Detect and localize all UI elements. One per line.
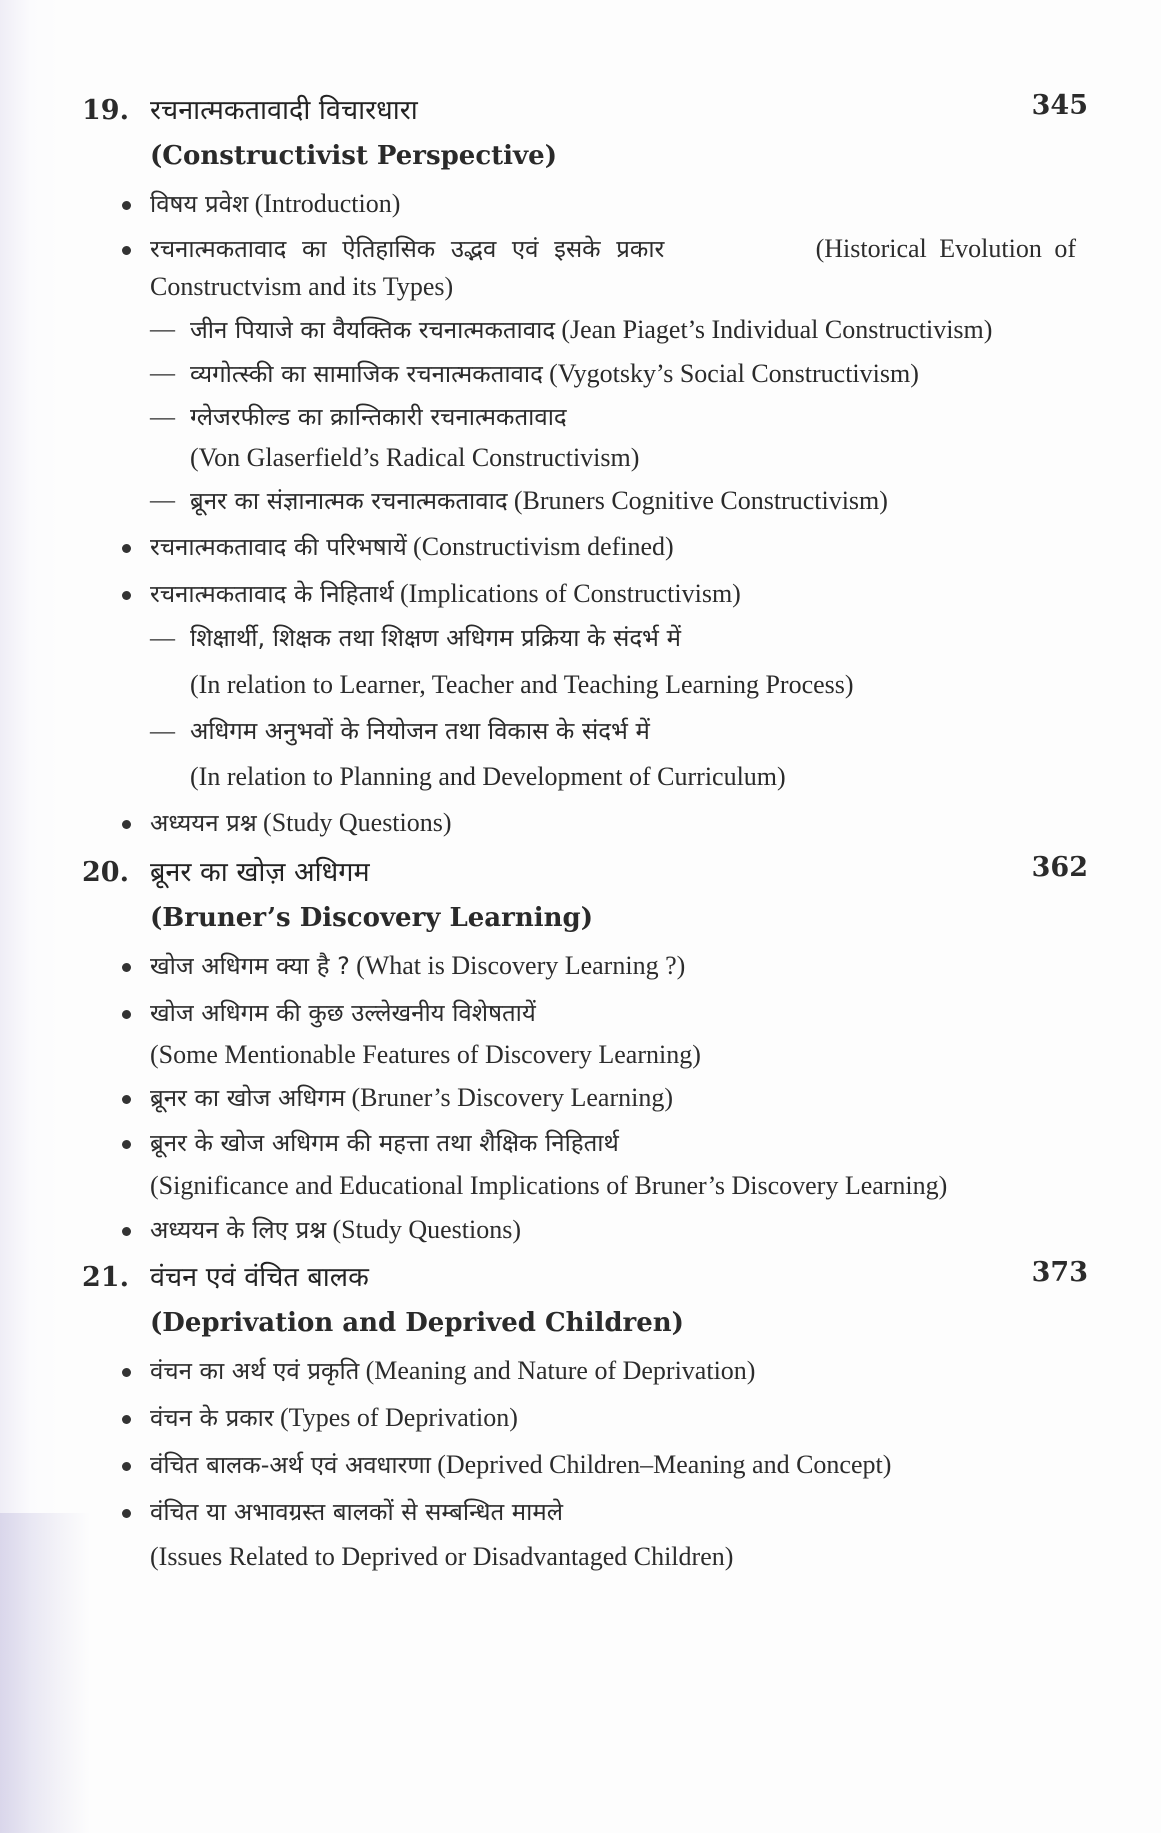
- chapter-title-english: (Deprivation and Deprived Children): [150, 1308, 684, 1338]
- entry-english: (Types of Deprivation): [279, 1403, 518, 1432]
- toc-subentry: [150, 617, 1082, 710]
- bullet-icon: [122, 1462, 131, 1471]
- toc-entry: [122, 184, 1082, 225]
- dash-icon: —: [150, 487, 175, 514]
- entry-english: (What is Discovery Learning ?): [356, 951, 686, 980]
- entry-hindi: ब्रूनर के खोज अधिगम की महत्ता तथा शैक्षिक निहितार्थ: [150, 1129, 619, 1157]
- chapter-title-hindi: वंचन एवं वंचित बालक: [150, 1262, 369, 1293]
- toc-entry: [122, 1078, 1082, 1119]
- entry-hindi: जीन पियाजे का वैयक्तिक रचनात्मकतावाद: [190, 316, 556, 344]
- entry-hindi: ब्रूनर का खोज अधिगम: [150, 1084, 346, 1112]
- entry-hindi: खोज अधिगम की कुछ उल्लेखनीय विशेषतायें: [150, 999, 536, 1027]
- entry-english: (Jean Piaget’s Individual Constructivism): [561, 315, 993, 344]
- entry-hindi: अध्ययन के लिए प्रश्न: [150, 1216, 327, 1244]
- bullet-icon: [122, 1095, 131, 1104]
- bullet-icon: [122, 1368, 131, 1377]
- chapter-19: [82, 90, 1088, 844]
- bullet-icon: [122, 820, 131, 829]
- chapter-number: 21.: [82, 1262, 129, 1293]
- entry-english: (Constructivism defined): [413, 532, 674, 561]
- dash-icon: —: [150, 625, 175, 652]
- entry-english-continued: (In relation to Learner, Teacher and Teaching Learning Process): [190, 670, 854, 699]
- bullet-icon: [122, 1509, 131, 1518]
- bullet-icon: [122, 1140, 131, 1149]
- toc-subentry: [150, 396, 1082, 477]
- toc-entry: [122, 574, 1082, 615]
- entry-hindi: वंचन का अर्थ एवं प्रकृति: [150, 1357, 360, 1385]
- entry-hindi: वंचित या अभावग्रस्त बालकों से सम्बन्धित मामले: [150, 1498, 563, 1526]
- entry-english: (Meaning and Nature of Deprivation): [365, 1356, 756, 1385]
- chapter-heading: [82, 90, 1088, 136]
- dash-icon: —: [150, 360, 175, 387]
- entry-english: (Historical Evolution of: [815, 234, 1076, 263]
- chapter-title-hindi: ब्रूनर का खोज़ अधिगम: [150, 857, 370, 888]
- entry-hindi: रचनात्मकतावाद के निहितार्थ: [150, 580, 394, 608]
- chapter-21: [82, 1257, 1088, 1581]
- toc-subentry: [150, 479, 1082, 523]
- bullet-icon: [122, 544, 131, 553]
- toc-entry: [122, 1398, 1082, 1439]
- bullet-icon: [122, 1010, 131, 1019]
- bullet-icon: [122, 963, 131, 972]
- entry-english: (Introduction): [254, 189, 401, 218]
- entry-hindi: ब्रूनर का संज्ञानात्मक रचनात्मकतावाद: [190, 487, 508, 515]
- entry-english-continued: (Some Mentionable Features of Discovery Learning): [150, 1040, 701, 1069]
- toc-entry: [122, 1210, 1082, 1251]
- bullet-icon: [122, 1227, 131, 1236]
- toc-entry: [122, 527, 1082, 568]
- toc-entry: [122, 1445, 1082, 1486]
- entry-english: (Study Questions): [263, 808, 452, 837]
- table-of-contents: [82, 90, 1088, 1581]
- bullet-icon: [122, 591, 131, 600]
- dash-icon: —: [150, 316, 175, 343]
- entry-hindi: रचनात्मकतावाद का ऐतिहासिक उद्भव एवं इसके प्रकार: [150, 235, 665, 263]
- chapter-number: 20.: [82, 857, 129, 888]
- entry-english-continued: (Significance and Educational Implications of Bruner’s Discovery Learning): [150, 1171, 948, 1200]
- entry-english: (Study Questions): [332, 1215, 521, 1244]
- entry-hindi: शिक्षार्थी, शिक्षक तथा शिक्षण अधिगम प्रक्रिया के संदर्भ में: [190, 624, 681, 652]
- bullet-icon: [122, 246, 131, 255]
- entry-english-continued: (Von Glaserfield’s Radical Constructivism): [190, 443, 640, 472]
- entry-hindi: खोज अधिगम क्या है ?: [150, 952, 350, 980]
- toc-subentry: [150, 308, 1082, 352]
- toc-entry: [122, 1123, 1082, 1208]
- entry-hindi: वंचन के प्रकार: [150, 1404, 274, 1432]
- entry-hindi: रचनात्मकतावाद की परिभषायें: [150, 533, 407, 561]
- bullet-icon: [122, 201, 131, 210]
- chapter-number: 19.: [82, 95, 129, 126]
- toc-entry: [122, 1492, 1082, 1581]
- dash-icon: —: [150, 404, 175, 431]
- bullet-icon: [122, 1415, 131, 1424]
- entry-english-continued: Constructvism and its Types): [150, 272, 454, 301]
- entry-hindi: ग्लेजरफील्ड का क्रान्तिकारी रचनात्मकतावाद: [190, 403, 567, 431]
- chapter-heading: [82, 1257, 1088, 1303]
- chapter-heading: [82, 852, 1088, 898]
- dash-icon: —: [150, 718, 175, 745]
- entry-hindi: वंचित बालक-अर्थ एवं अवधारणा: [150, 1451, 431, 1479]
- entry-hindi: विषय प्रवेश: [150, 190, 249, 218]
- entry-english: (Implications of Constructivism): [400, 579, 741, 608]
- entry-english: (Bruner’s Discovery Learning): [351, 1083, 673, 1112]
- chapter-20: [82, 852, 1088, 1251]
- toc-subentry: [150, 710, 1082, 801]
- chapter-title-english: (Bruner’s Discovery Learning): [150, 903, 593, 933]
- scan-shadow: [0, 1513, 90, 1833]
- chapter-title-english: (Constructivist Perspective): [150, 141, 558, 171]
- entry-english-continued: (Issues Related to Deprived or Disadvantaged Children): [150, 1542, 734, 1571]
- toc-entry: [122, 1351, 1082, 1392]
- entry-english: (Bruners Cognitive Constructivism): [513, 486, 888, 515]
- toc-entry: [122, 946, 1082, 987]
- chapter-page-number: 373: [1031, 1257, 1088, 1288]
- entry-english: (Vygotsky’s Social Constructivism): [549, 359, 919, 388]
- toc-entry: [122, 993, 1082, 1076]
- entry-english: (Deprived Children–Meaning and Concept): [437, 1450, 892, 1479]
- entry-hindi: व्यगोत्स्की का सामाजिक रचनात्मकतावाद: [190, 360, 543, 388]
- toc-entry: [122, 803, 1082, 844]
- entry-hindi: अध्ययन प्रश्न: [150, 809, 257, 837]
- toc-entry: [122, 229, 1082, 304]
- chapter-page-number: 362: [1031, 852, 1088, 883]
- chapter-page-number: 345: [1031, 90, 1088, 121]
- entry-english-continued: (In relation to Planning and Development of Curriculum): [190, 762, 786, 791]
- entry-hindi: अधिगम अनुभवों के नियोजन तथा विकास के संदर्भ में: [190, 717, 650, 745]
- toc-subentry: [150, 352, 1082, 396]
- chapter-title-hindi: रचनात्मकतावादी विचारधारा: [150, 95, 418, 126]
